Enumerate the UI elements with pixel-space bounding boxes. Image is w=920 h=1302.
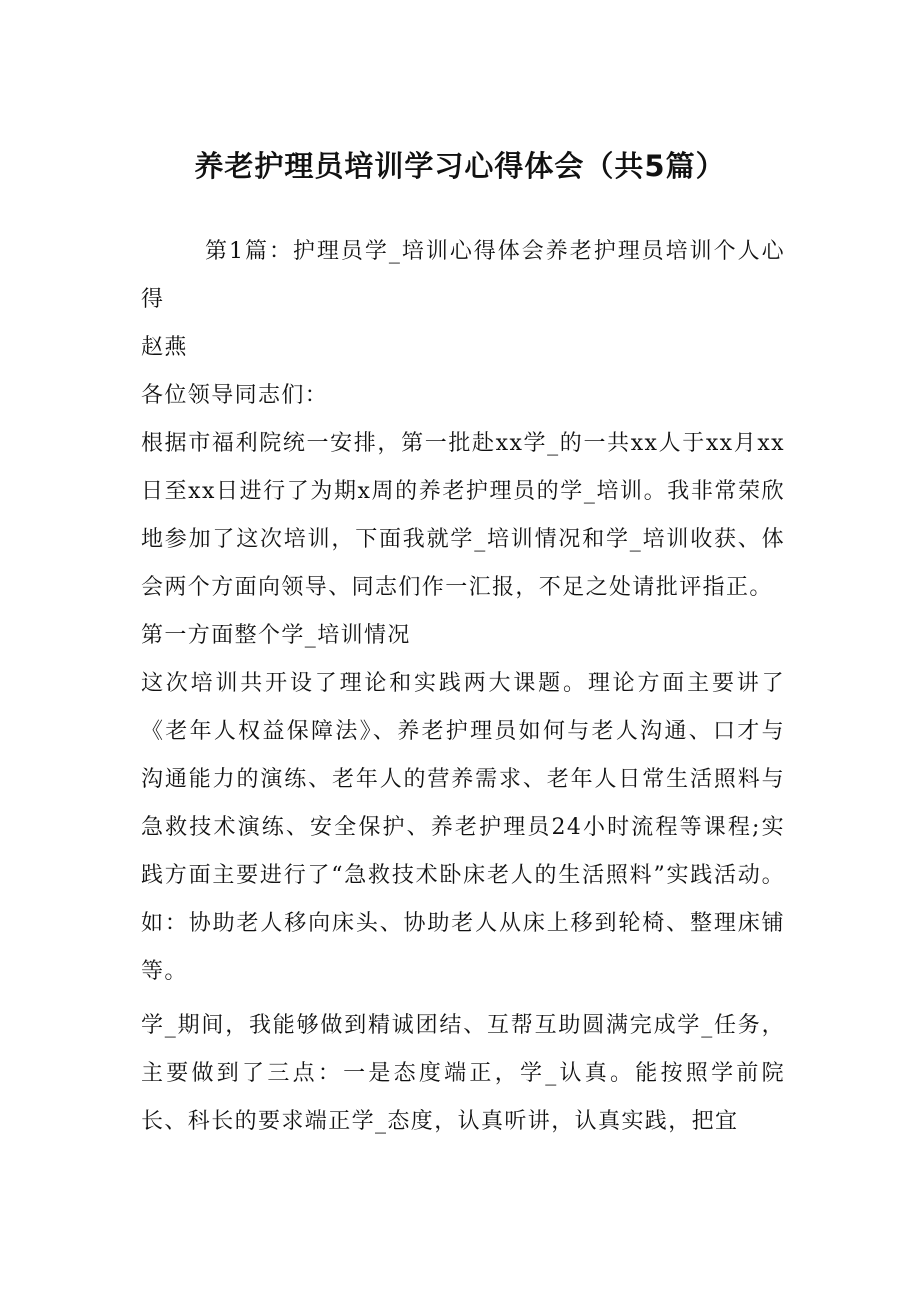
subsection-heading: 第一方面整个学_培训情况 xyxy=(141,623,411,648)
author-name: 赵燕 xyxy=(141,335,188,360)
paragraph: 根据市福利院统一安排，第一批赴xx学_的一共xx人于xx月xx日至xx日进行了为期x周的养老护理员的学_培训。我非常荣欣地参加了这次培训，下面我就学_培训情况和学_培训收获、体会两个方面向领导、同志们作一汇报，不足之处请批评指正。 xyxy=(141,431,785,600)
salutation: 各位领导同志们： xyxy=(141,383,329,408)
paragraph: 这次培训共开设了理论和实践两大课题。理论方面主要讲了《老年人权益保障法》、养老护理员如何与老人沟通、口才与沟通能力的演练、老年人的营养需求、老年人日常生活照料与急救技术演练、安全保护、养老护理员24小时流程等课程;实践方面主要进行了“急救技术卧床老人的生活照料”实践活动。如：协助老人移向床头、协助老人从床上移到轮椅、整理床铺等。 xyxy=(141,671,785,984)
section-heading: 第1篇：护理员学_培训心得体会养老护理员培训个人心得 xyxy=(141,239,785,312)
document-body xyxy=(141,228,785,1146)
document-title: 养老护理员培训学习心得体会（共5篇） xyxy=(194,149,726,183)
paragraph: 学_期间，我能够做到精诚团结、互帮互助圆满完成学_任务，主要做到了三点：一是态度端正，学_认真。能按照学前院长、科长的要求端正学_态度，认真听讲，认真实践，把宜 xyxy=(141,1013,785,1134)
